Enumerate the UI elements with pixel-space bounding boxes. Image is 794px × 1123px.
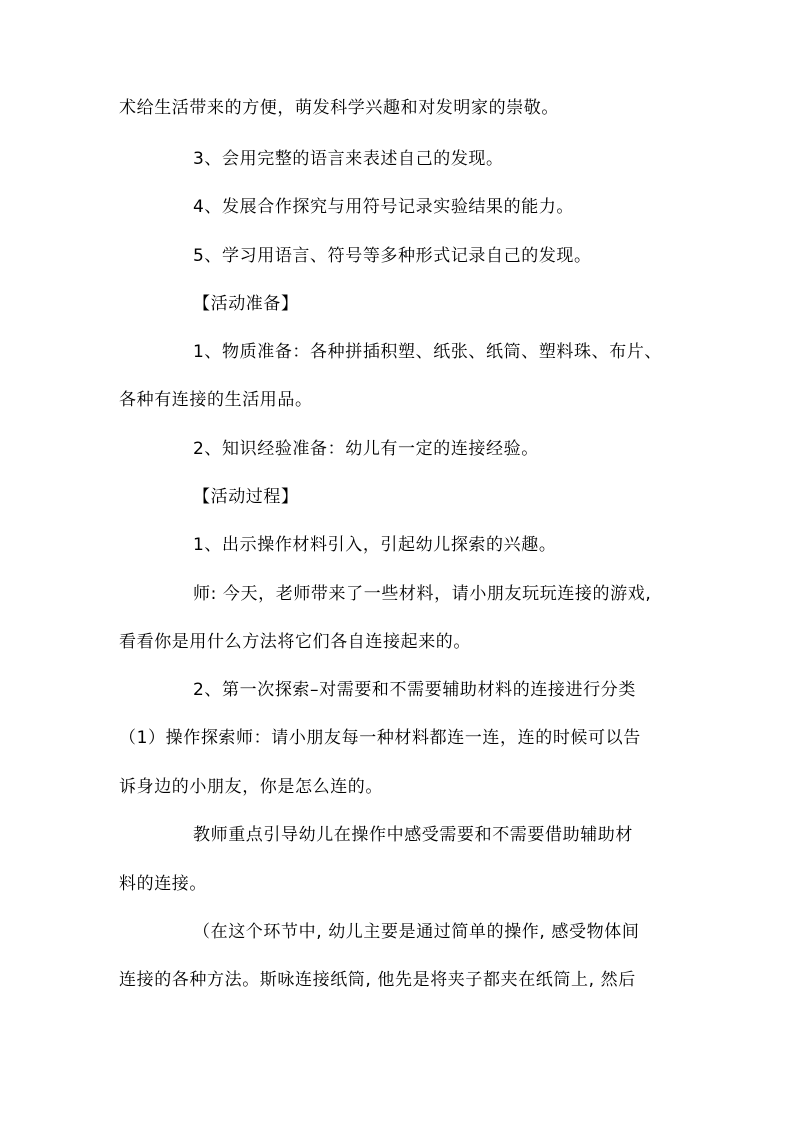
text-line-12: 看看你是用什么方法将它们各自连接起来的。: [119, 632, 471, 652]
text-line-14: （1）操作探索师：请小朋友每一种材料都连一连，连的时候可以告: [119, 728, 641, 748]
section-heading-process: 【活动过程】: [193, 487, 299, 507]
text-line-6: 1、物质准备：各种拼插积塑、纸张、纸筒、塑料珠、布片、: [193, 342, 663, 362]
text-line-2: 3、会用完整的语言来表述自己的发现。: [193, 149, 504, 169]
text-line-4: 5、学习用语言、符号等多种形式记录自己的发现。: [193, 246, 592, 266]
text-line-1: 术给生活带来的方便，萌发科学兴趣和对发明家的崇敬。: [119, 98, 559, 118]
text-line-10: 1、出示操作材料引入，引起幼儿探索的兴趣。: [193, 535, 557, 555]
section-heading-preparation: 【活动准备】: [193, 294, 299, 314]
text-line-18: （在这个环节中, 幼儿主要是通过简单的操作, 感受物体间: [193, 922, 640, 942]
text-line-13: 2、第一次探索–对需要和不需要辅助材料的连接进行分类: [193, 680, 636, 700]
text-line-19: 连接的各种方法。斯咏连接纸筒, 他先是将夹子都夹在纸筒上, 然后: [119, 970, 636, 990]
text-line-17: 料的连接。: [119, 874, 207, 894]
text-line-16: 教师重点引导幼儿在操作中感受需要和不需要借助辅助材: [193, 825, 633, 845]
text-line-8: 2、知识经验准备：幼儿有一定的连接经验。: [193, 439, 539, 459]
text-line-3: 4、发展合作探究与用符号记录实验结果的能力。: [193, 197, 575, 217]
text-line-15: 诉身边的小朋友，你是怎么连的。: [119, 777, 383, 797]
text-line-11: 师: 今天，老师带来了一些材料，请小朋友玩玩连接的游戏,: [193, 584, 652, 604]
text-line-7: 各种有连接的生活用品。: [119, 390, 313, 410]
